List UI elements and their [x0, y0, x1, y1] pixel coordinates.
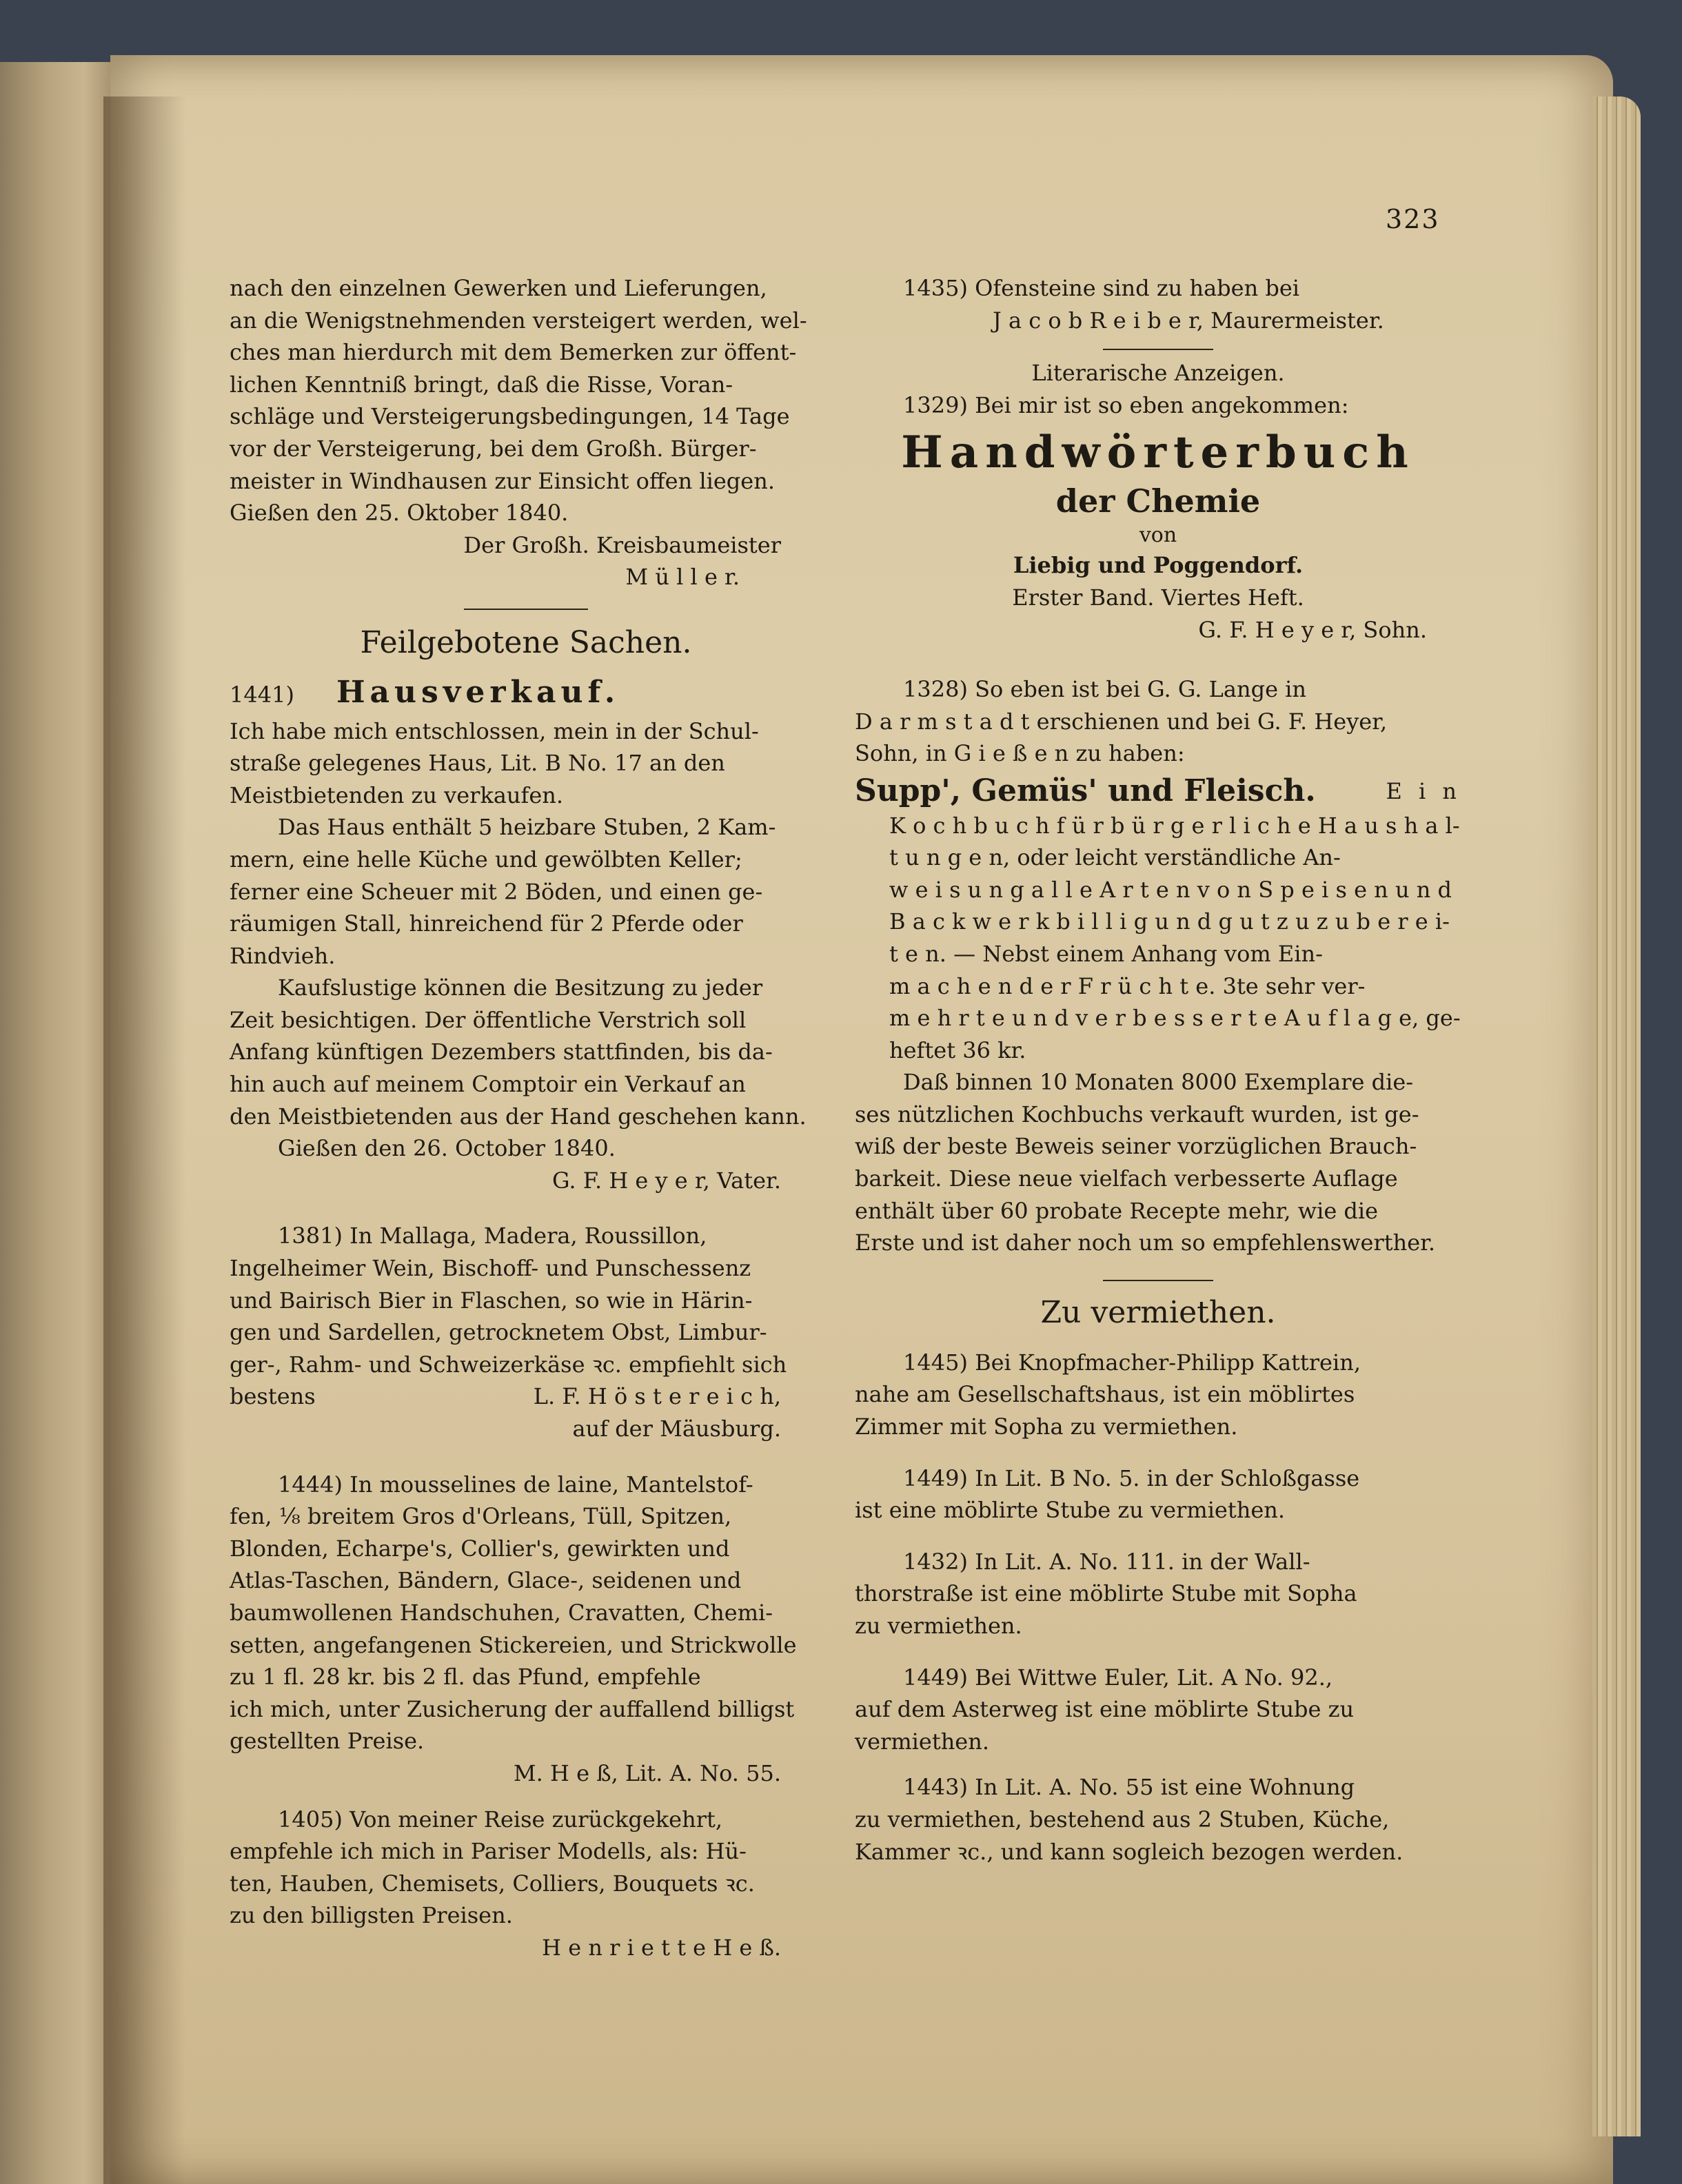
ad-1329	[855, 389, 1461, 646]
text-line: barkeit. Diese neue vielfach verbesserte Auflage	[855, 1165, 1398, 1192]
text-line: ger-, Rahm- und Schweizerkäse ꝛc. empfiehlt sich	[230, 1351, 787, 1378]
ad-1449b	[855, 1662, 1461, 1758]
text-line: thorstraße ist eine möblirte Stube mit Sopha	[855, 1580, 1357, 1607]
section-heading: Zu vermiethen.	[1040, 1294, 1276, 1330]
text-line: hin auch auf meinem Comptoir ein Verkauf an	[230, 1071, 746, 1098]
text-line: empfehle ich mich in Pariser Modells, als: Hü-	[230, 1838, 747, 1865]
ad-1328	[855, 673, 1461, 1259]
ad-1441	[230, 674, 822, 1197]
cookbook-description	[855, 810, 1461, 1067]
text-line: gen und Sardellen, getrocknetem Obst, Limbur-	[230, 1319, 767, 1346]
ad-1445	[855, 1347, 1461, 1443]
spacer	[230, 1790, 822, 1804]
signature-address: auf der Mäusburg.	[572, 1416, 781, 1442]
text-line: 1443) In Lit. A. No. 55 ist eine Wohnung	[903, 1774, 1355, 1801]
page-edges	[1592, 96, 1641, 2136]
text-line: Zimmer mit Sopha zu vermiethen.	[855, 1414, 1238, 1440]
text-line: Daß binnen 10 Monaten 8000 Exemplare die-	[903, 1069, 1414, 1096]
text-line: 1449) Bei Wittwe Euler, Lit. A No. 92.,	[903, 1664, 1333, 1691]
text-line: Meistbietenden zu verkaufen.	[230, 782, 564, 808]
left-page-edge	[0, 62, 121, 2184]
section-heading: Literarische Anzeigen.	[1031, 360, 1285, 387]
text-line: ches man hierdurch mit dem Bemerken zur öffent-	[230, 339, 797, 366]
left-column	[230, 272, 822, 1964]
text-line: ten, Hauben, Chemisets, Colliers, Bouquets ꝛc.	[230, 1870, 755, 1897]
text-line: m a c h e n d e r F r ü c h t e. 3te sehr ver-	[889, 972, 1366, 999]
text-line: zu vermiethen.	[855, 1613, 1022, 1639]
text-line: Sohn, in G i e ß e n zu haben:	[855, 740, 1185, 767]
text-line: t u n g e n, oder leicht verständliche An-	[889, 844, 1341, 871]
ad-1381	[230, 1220, 822, 1445]
text-line: 1444) In mousselines de laine, Mantelstof-	[278, 1471, 753, 1498]
text-line: D a r m s t a d t erschienen und bei G. F. Heyer,	[855, 708, 1388, 735]
ad-title: Hausverkauf.	[336, 674, 620, 710]
text-line: w e i s u n g a l l e A r t e n v o n S p e i s e n u n d	[889, 876, 1452, 903]
separator-rule	[1103, 349, 1213, 350]
ad-1449a	[855, 1462, 1461, 1527]
text-line: nahe am Gesellschaftshaus, ist ein möblirtes	[855, 1381, 1355, 1408]
text-line: den Meistbietenden aus der Hand geschehen kann.	[230, 1103, 807, 1130]
text-line: ist eine möblirte Stube zu vermiethen.	[855, 1497, 1286, 1524]
text-line: auf dem Asterweg ist eine möblirte Stube zu	[855, 1696, 1355, 1723]
text-line: Rindvieh.	[230, 942, 336, 969]
text-line: 1381) In Mallaga, Madera, Roussillon,	[278, 1223, 707, 1249]
text-line: Atlas-Taschen, Bändern, Glace-, seidenen und	[230, 1567, 742, 1594]
signature: H e n r i e t t e H e ß.	[542, 1934, 781, 1961]
text-line: Erste und ist daher noch um so empfehlenswerther.	[855, 1229, 1436, 1256]
signature: G. F. H e y e r, Vater.	[552, 1167, 781, 1194]
date-line: Gießen den 25. Oktober 1840.	[230, 500, 569, 527]
book-von: von	[1139, 523, 1177, 548]
ad-1432	[855, 1546, 1461, 1642]
page-number: 323	[1386, 204, 1440, 234]
text-line: K o c h b u c h f ü r b ü r g e r l i c h e H a u s h a l-	[889, 812, 1460, 839]
text-line: lichen Kenntniß bringt, daß die Risse, Voran-	[230, 371, 733, 398]
separator-rule	[1103, 1280, 1213, 1281]
ad-1435	[855, 272, 1461, 336]
text-line: 1329) Bei mir ist so eben angekommen:	[903, 391, 1349, 418]
text-line: vermiethen.	[855, 1728, 990, 1755]
text-line: bestens	[230, 1383, 316, 1410]
text-line: Ingelheimer Wein, Bischoff- und Punschessenz	[230, 1255, 751, 1282]
ad-1405	[230, 1804, 822, 1964]
text-line: Das Haus enthält 5 heizbare Stuben, 2 Kam-	[278, 814, 776, 841]
text-line: Anfang künftigen Dezembers stattfinden, bis da-	[230, 1039, 773, 1065]
cookbook-title: Supp', Gemüs' und Fleisch.	[855, 773, 1316, 808]
text-line: meister in Windhausen zur Einsicht offen liegen.	[230, 467, 775, 494]
spacer	[855, 646, 1461, 673]
signature-name: M ü l l e r.	[625, 564, 740, 591]
text-line: straße gelegenes Haus, Lit. B No. 17 an den	[230, 750, 725, 777]
ad-number: 1441)	[230, 681, 294, 708]
text-line: Zeit besichtigen. Der öffentliche Verstrich soll	[230, 1006, 747, 1033]
spacer	[230, 1196, 822, 1220]
book-gutter	[103, 96, 186, 2184]
text-line: t e n. — Nebst einem Anhang vom Ein-	[889, 940, 1323, 967]
text-line: zu 1 fl. 28 kr. bis 2 fl. das Pfund, empfehle	[230, 1664, 701, 1691]
spacer	[855, 1443, 1461, 1462]
date-line: Gießen den 26. October 1840.	[278, 1135, 616, 1162]
signature: J a c o b R e i b e r, Maurermeister.	[993, 307, 1384, 334]
text-line: fen, ⅛ breitem Gros d'Orleans, Tüll, Spitzen,	[230, 1503, 732, 1530]
book-subtitle: der Chemie	[1055, 482, 1261, 520]
text-line: 1405) Von meiner Reise zurückgekehrt,	[278, 1806, 723, 1833]
text-line: zu den billigsten Preisen.	[230, 1902, 513, 1929]
text-line: ses nützlichen Kochbuchs verkauft wurden, ist ge-	[855, 1101, 1419, 1127]
text-line: ich mich, unter Zusicherung der auffallend billigst	[230, 1695, 795, 1722]
text-line: Blonden, Echarpe's, Collier's, gewirkten und	[230, 1535, 730, 1562]
text-line: 1435) Ofensteine sind zu haben bei	[903, 275, 1299, 301]
text-line: Ich habe mich entschlossen, mein in der Schul-	[230, 717, 759, 744]
text-line: 1449) In Lit. B No. 5. in der Schloßgasse	[903, 1464, 1360, 1491]
text-line: schläge und Versteigerungsbedingungen, 14 Tage	[230, 403, 790, 430]
text-line: enthält über 60 probate Recepte mehr, wie die	[855, 1197, 1379, 1224]
spacer	[230, 1445, 822, 1469]
text-line: und Bairisch Bier in Flaschen, so wie in Härin-	[230, 1287, 753, 1314]
spacer	[855, 1642, 1461, 1662]
text-line: Kaufslustige können die Besitzung zu jeder	[278, 974, 763, 1001]
book-authors: Liebig und Poggendorf.	[1013, 552, 1304, 579]
text-line: heftet 36 kr.	[889, 1037, 1026, 1063]
text-line: setten, angefangenen Stickereien, und Strickwolle	[230, 1631, 797, 1658]
intro-paragraph	[230, 272, 822, 593]
text-line: 1432) In Lit. A. No. 111. in der Wall-	[903, 1548, 1310, 1575]
text-line: 1328) So eben ist bei G. G. Lange in	[903, 676, 1307, 703]
right-column	[855, 272, 1461, 1868]
text-line: nach den einzelnen Gewerken und Lieferungen,	[230, 275, 767, 301]
signature: M. H e ß, Lit. A. No. 55.	[513, 1759, 781, 1786]
section-heading: Feilgebotene Sachen.	[360, 624, 692, 660]
text-line: vor der Versteigerung, bei dem Großh. Bürger-	[230, 435, 757, 462]
spacer	[855, 1757, 1461, 1771]
ad-1443	[855, 1771, 1461, 1868]
text-line: zu vermiethen, bestehend aus 2 Stuben, Küche,	[855, 1806, 1390, 1833]
separator-rule	[464, 609, 588, 610]
signature-title: Der Großh. Kreisbaumeister	[463, 531, 781, 558]
text-line: baumwollenen Handschuhen, Cravatten, Chemi-	[230, 1599, 773, 1626]
text-line: räumigen Stall, hinreichend für 2 Pferde oder	[230, 910, 743, 937]
text-line: B a c k w e r k b i l l i g u n d g u t z u z u b e r e i-	[889, 908, 1450, 935]
text-line: m e h r t e u n d v e r b e s s e r t e A u f l a g e, ge-	[889, 1005, 1461, 1032]
book-title: Handwörterbuch	[901, 427, 1415, 479]
text-line: ferner eine Scheuer mit 2 Böden, und einen ge-	[230, 878, 763, 905]
text-line: 1445) Bei Knopfmacher-Philipp Kattrein,	[903, 1349, 1361, 1376]
ad-1444	[230, 1469, 822, 1790]
spacer	[855, 1527, 1461, 1546]
signature: G. F. H e y e r, Sohn.	[1198, 616, 1427, 643]
text-line: mern, eine helle Küche und gewölbten Keller;	[230, 846, 742, 872]
text-line: Kammer ꝛc., und kann sogleich bezogen werden.	[855, 1838, 1404, 1865]
text-line: E i n	[1386, 777, 1461, 804]
text-line: an die Wenigstnehmenden versteigert werden, wel-	[230, 307, 807, 334]
signature: L. F. H ö s t e r e i c h,	[533, 1383, 781, 1410]
text-line: gestellten Preise.	[230, 1728, 425, 1755]
text-line: wiß der beste Beweis seiner vorzüglichen Brauch-	[855, 1133, 1417, 1160]
book-volume: Erster Band. Viertes Heft.	[1012, 584, 1304, 611]
